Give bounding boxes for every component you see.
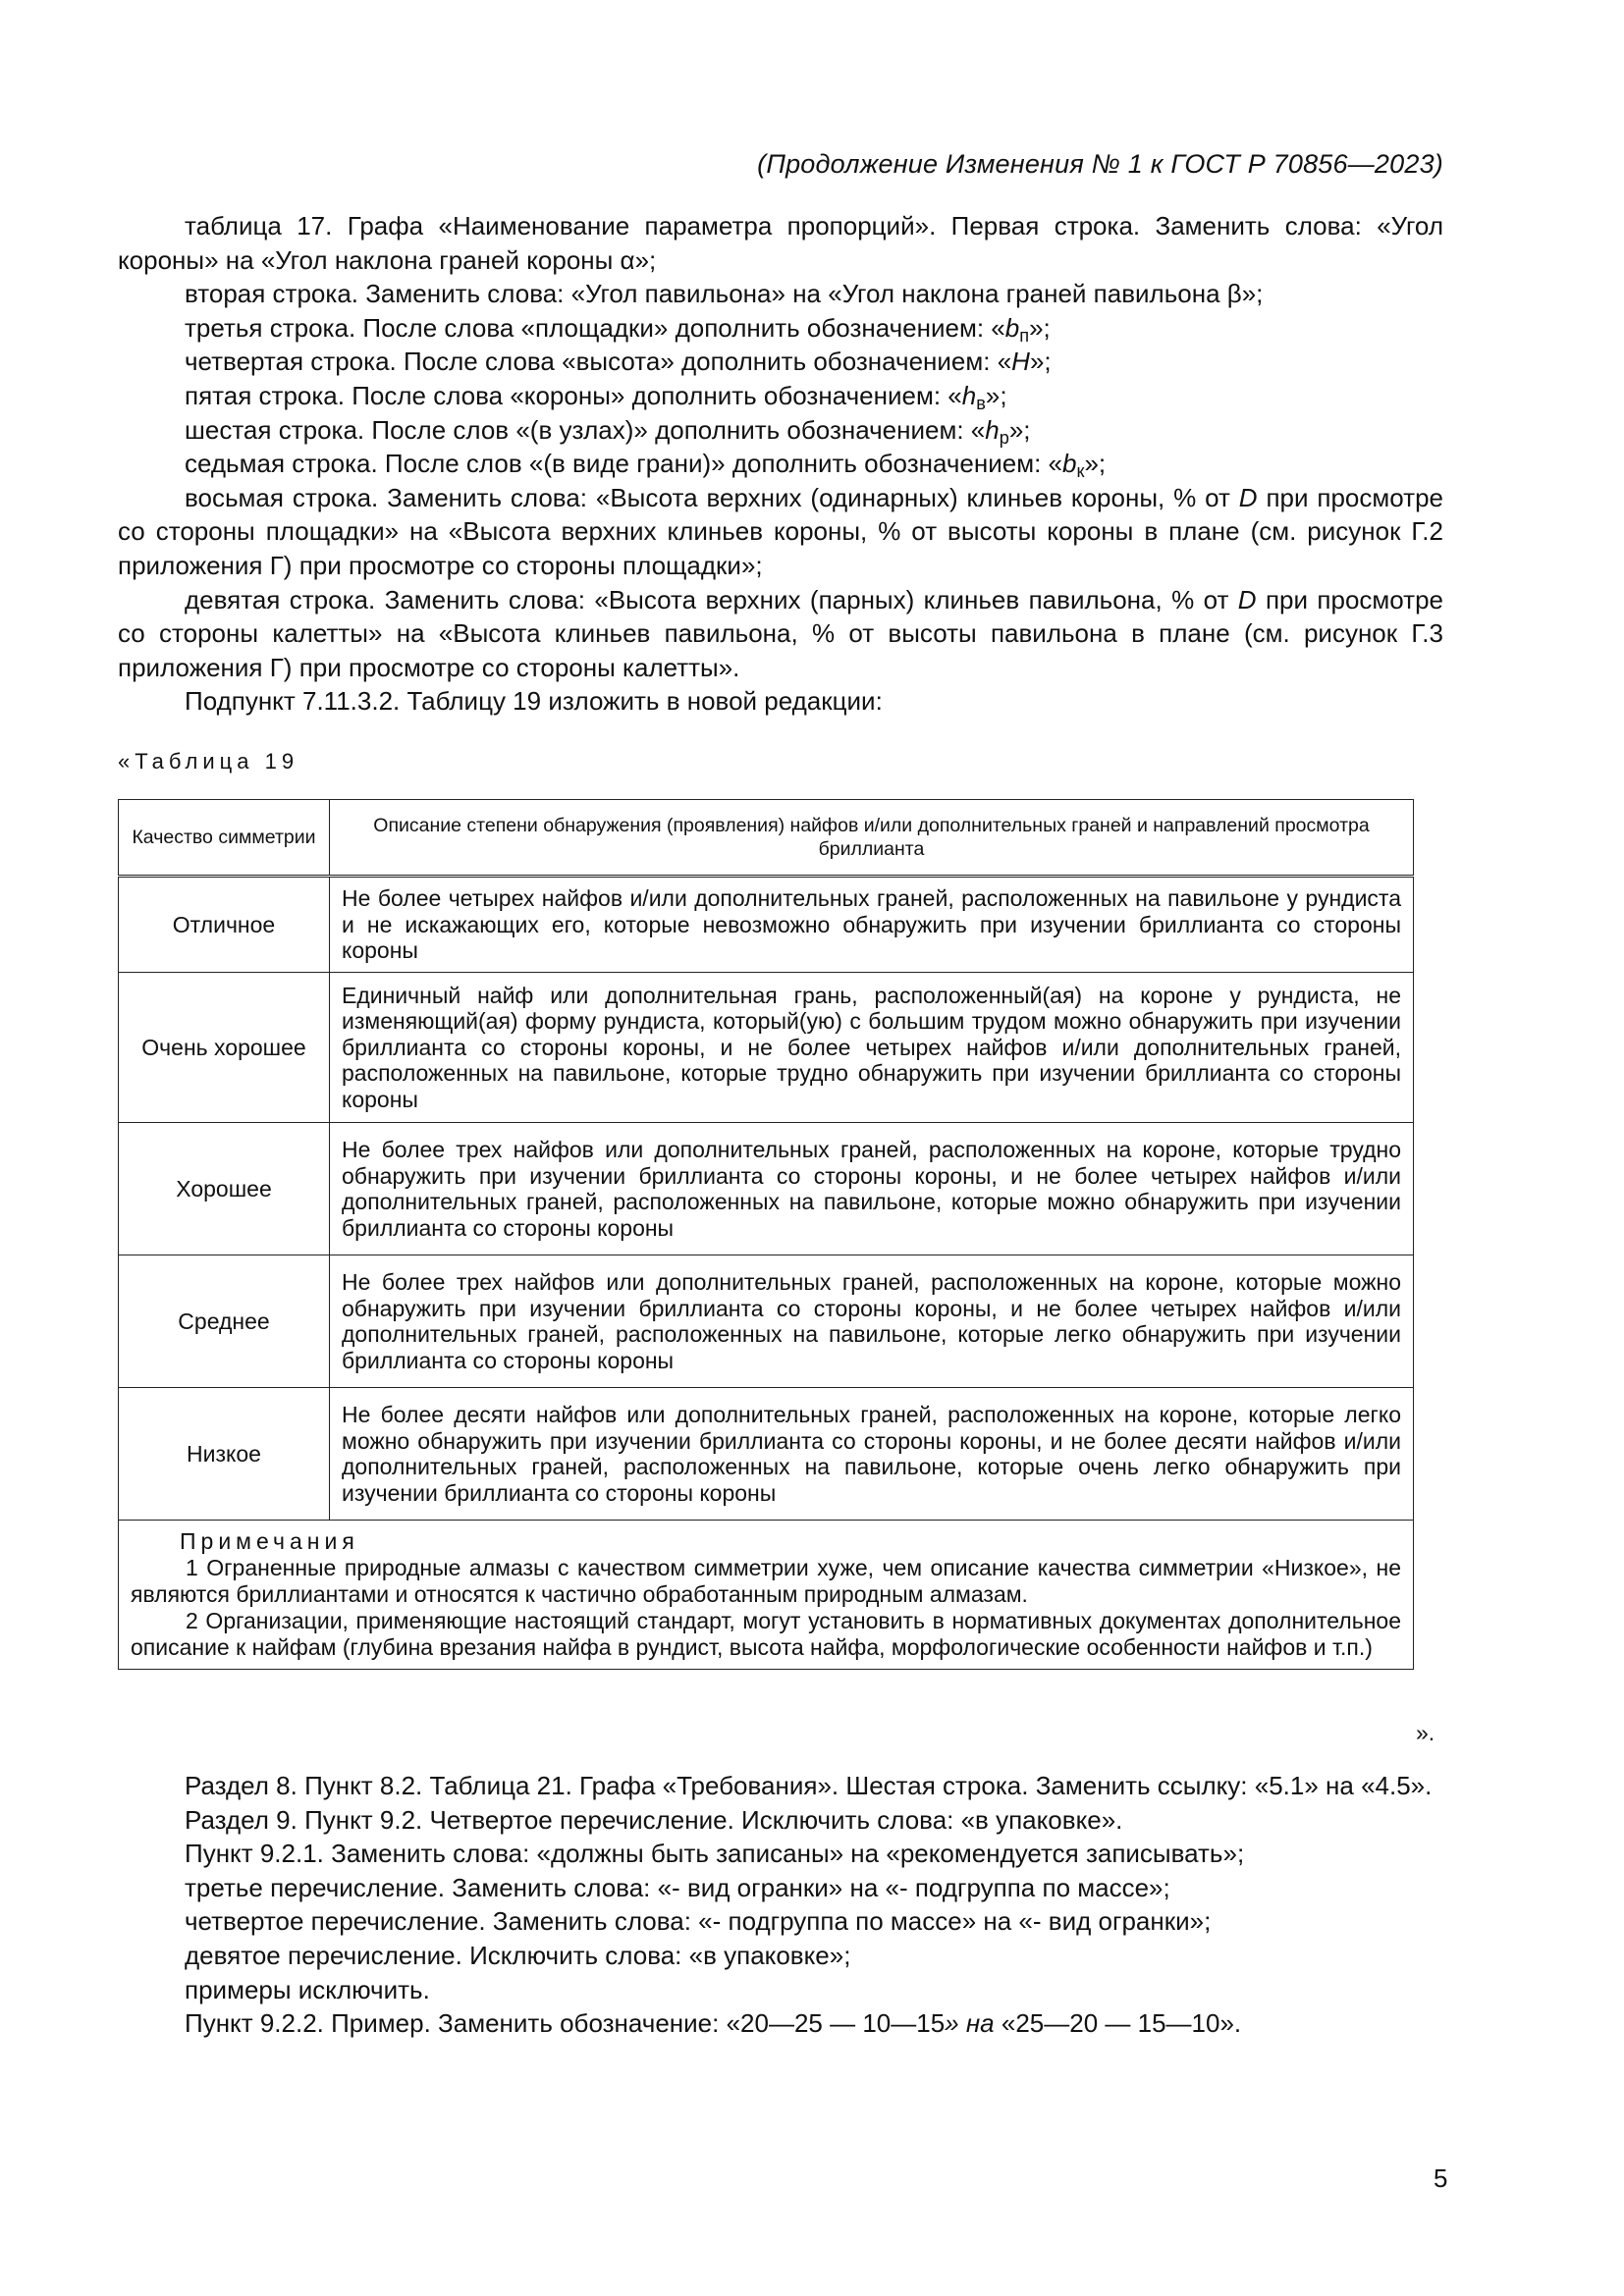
description-cell: Не более четырех найфов и/или дополнительных граней, расположенных на павильоне у рундиста и не искажающих его, которые невозможно обнаружить при изучении бриллианта со стороны короны bbox=[330, 877, 1414, 973]
column-header-description: Описание степени обнаружения (проявления) найфов и/или дополнительных граней и направлений просмотра бриллианта bbox=[330, 800, 1414, 877]
paragraph: восьмая строка. Заменить слова: «Высота верхних (одинарных) клиньев короны, % от D при просмотре со стороны площадки» на «Высота верхних клиньев короны, % от высоты короны в плане (см. рисунок Г.2 приложения Г) при просмотре со стороны площадки»; bbox=[118, 482, 1443, 580]
paragraph: вторая строка. Заменить слова: «Угол павильона» на «Угол наклона граней павильона β»; bbox=[185, 279, 1264, 309]
outro-block bbox=[118, 1769, 1443, 2041]
paragraph: Пункт 9.2.1. Заменить слова: «должны быть записаны» на «рекомендуется записывать»; bbox=[185, 1839, 1245, 1869]
quality-cell: Низкое bbox=[119, 1388, 330, 1521]
quality-cell: Среднее bbox=[119, 1255, 330, 1388]
paragraph: четвертая строка. После слова «высота» дополнить обозначением: «H»; bbox=[185, 347, 1052, 377]
table-closing-quote: ». bbox=[1416, 1720, 1435, 1745]
paragraph: Пункт 9.2.2. Пример. Заменить обозначение: «20—25 — 10—15» на «25—20 — 15—10». bbox=[185, 2008, 1242, 2039]
paragraph: третье перечисление. Заменить слова: «- вид огранки» на «- подгруппа по массе»; bbox=[185, 1872, 1170, 1902]
paragraph: Подпункт 7.11.3.2. Таблицу 19 изложить в новой редакции: bbox=[185, 686, 883, 717]
table-row bbox=[119, 1388, 1414, 1521]
paragraph: девятое перечисление. Исключить слова: «в упаковке»; bbox=[185, 1940, 851, 1970]
paragraph: четвертое перечисление. Заменить слова: «- подгруппа по массе» на «- вид огранки»; bbox=[185, 1906, 1212, 1937]
notes-title: Примечания bbox=[180, 1528, 359, 1554]
table-header-row bbox=[119, 800, 1414, 877]
note-1: 1 Ограненные природные алмазы с качеством симметрии хуже, чем описание качества симметрии «Низкое», не являются бриллиантами и относятся к частично обработанным природным алмазам. bbox=[131, 1555, 1401, 1607]
paragraph: седьмая строка. После слов «(в виде грани)» дополнить обозначением: «$b_к$»; bbox=[185, 449, 1107, 482]
paragraph: девятая строка. Заменить слова: «Высота верхних (парных) клиньев павильона, % от D при просмотре со стороны калетты» на «Высота клиньев павильона, % от высоты павильона в плане (см. рисунок Г.3 приложения Г) при просмотре со стороны калетты». bbox=[118, 584, 1443, 682]
description-cell: Не более трех найфов или дополнительных граней, расположенных на короне, которые можно обнаружить при изучении бриллианта со стороны короны, и не более четырех найфов и/или дополнительных граней, расположенных на павильоне, которые легко обнаружить при изучении бриллианта со стороны короны bbox=[330, 1255, 1414, 1388]
column-header-quality: Качество симметрии bbox=[119, 800, 330, 877]
description-cell: Не более десяти найфов или дополнительных граней, расположенных на короне, которые легко можно обнаружить при изучении бриллианта со стороны короны, и не более десяти найфов и/или дополнительных граней, расположенных на павильоне, которые очень легко обнаружить при изучении бриллианта со стороны короны bbox=[330, 1388, 1414, 1521]
paragraph: примеры исключить. bbox=[185, 1974, 430, 2004]
intro-block bbox=[118, 209, 1443, 719]
paragraph: Раздел 8. Пункт 8.2. Таблица 21. Графа «Требования». Шестая строка. Заменить ссылку: «5.1» на «4.5». bbox=[185, 1771, 1433, 1800]
page-number: 5 bbox=[1434, 2163, 1448, 2193]
table-row bbox=[119, 973, 1414, 1123]
description-cell: Не более трех найфов или дополнительных граней, расположенных на короне, которые трудно обнаружить при изучении бриллианта со стороны короны, и не более четырех найфов и/или дополнительных граней, расположенных на павильоне, которые можно обнаружить при изучении бриллианта со стороны короны bbox=[330, 1123, 1414, 1255]
quality-cell: Хорошее bbox=[119, 1123, 330, 1255]
description-cell: Единичный найф или дополнительная грань, расположенный(ая) на короне у рундиста, не изменяющий(ая) форму рундиста, который(ую) с большим трудом можно обнаружить при изучении бриллианта со стороны короны, и не более четырех найфов и/или дополнительных граней, расположенных на павильоне, которые трудно обнаружить при изучении бриллианта со стороны короны bbox=[330, 973, 1414, 1123]
table-row bbox=[119, 1123, 1414, 1255]
paragraph: пятая строка. После слова «короны» дополнить обозначением: «$h_в$»; bbox=[185, 380, 1007, 413]
paragraph: третья строка. После слова «площадки» дополнить обозначением: «$b_п$»; bbox=[185, 312, 1051, 346]
table-row bbox=[119, 1255, 1414, 1388]
quality-cell: Очень хорошее bbox=[119, 973, 330, 1123]
table-row bbox=[119, 877, 1414, 973]
table-notes-row bbox=[119, 1521, 1414, 1670]
paragraph: шестая строка. После слов «(в узлах)» дополнить обозначением: «$h_р$»; bbox=[185, 414, 1031, 448]
paragraph: Раздел 9. Пункт 9.2. Четвертое перечисление. Исключить слова: «в упаковке». bbox=[185, 1804, 1123, 1835]
table-notes bbox=[119, 1521, 1414, 1670]
note-2: 2 Организации, применяющие настоящий стандарт, могут установить в нормативных документах дополнительное описание к найфам (глубина врезания найфа в рундист, высота найфа, морфологические особенности найфов и т.п.) bbox=[131, 1608, 1401, 1660]
table-19 bbox=[118, 799, 1414, 1670]
table-caption: «Таблица 19 bbox=[118, 749, 299, 774]
quality-cell: Отличное bbox=[119, 877, 330, 973]
page-header: (Продолжение Изменения № 1 к ГОСТ Р 70856—2023) bbox=[757, 149, 1443, 179]
paragraph: таблица 17. Графа «Наименование параметра пропорций». Первая строка. Заменить слова: «Угол короны» на «Угол наклона граней короны α»; bbox=[118, 211, 1443, 275]
